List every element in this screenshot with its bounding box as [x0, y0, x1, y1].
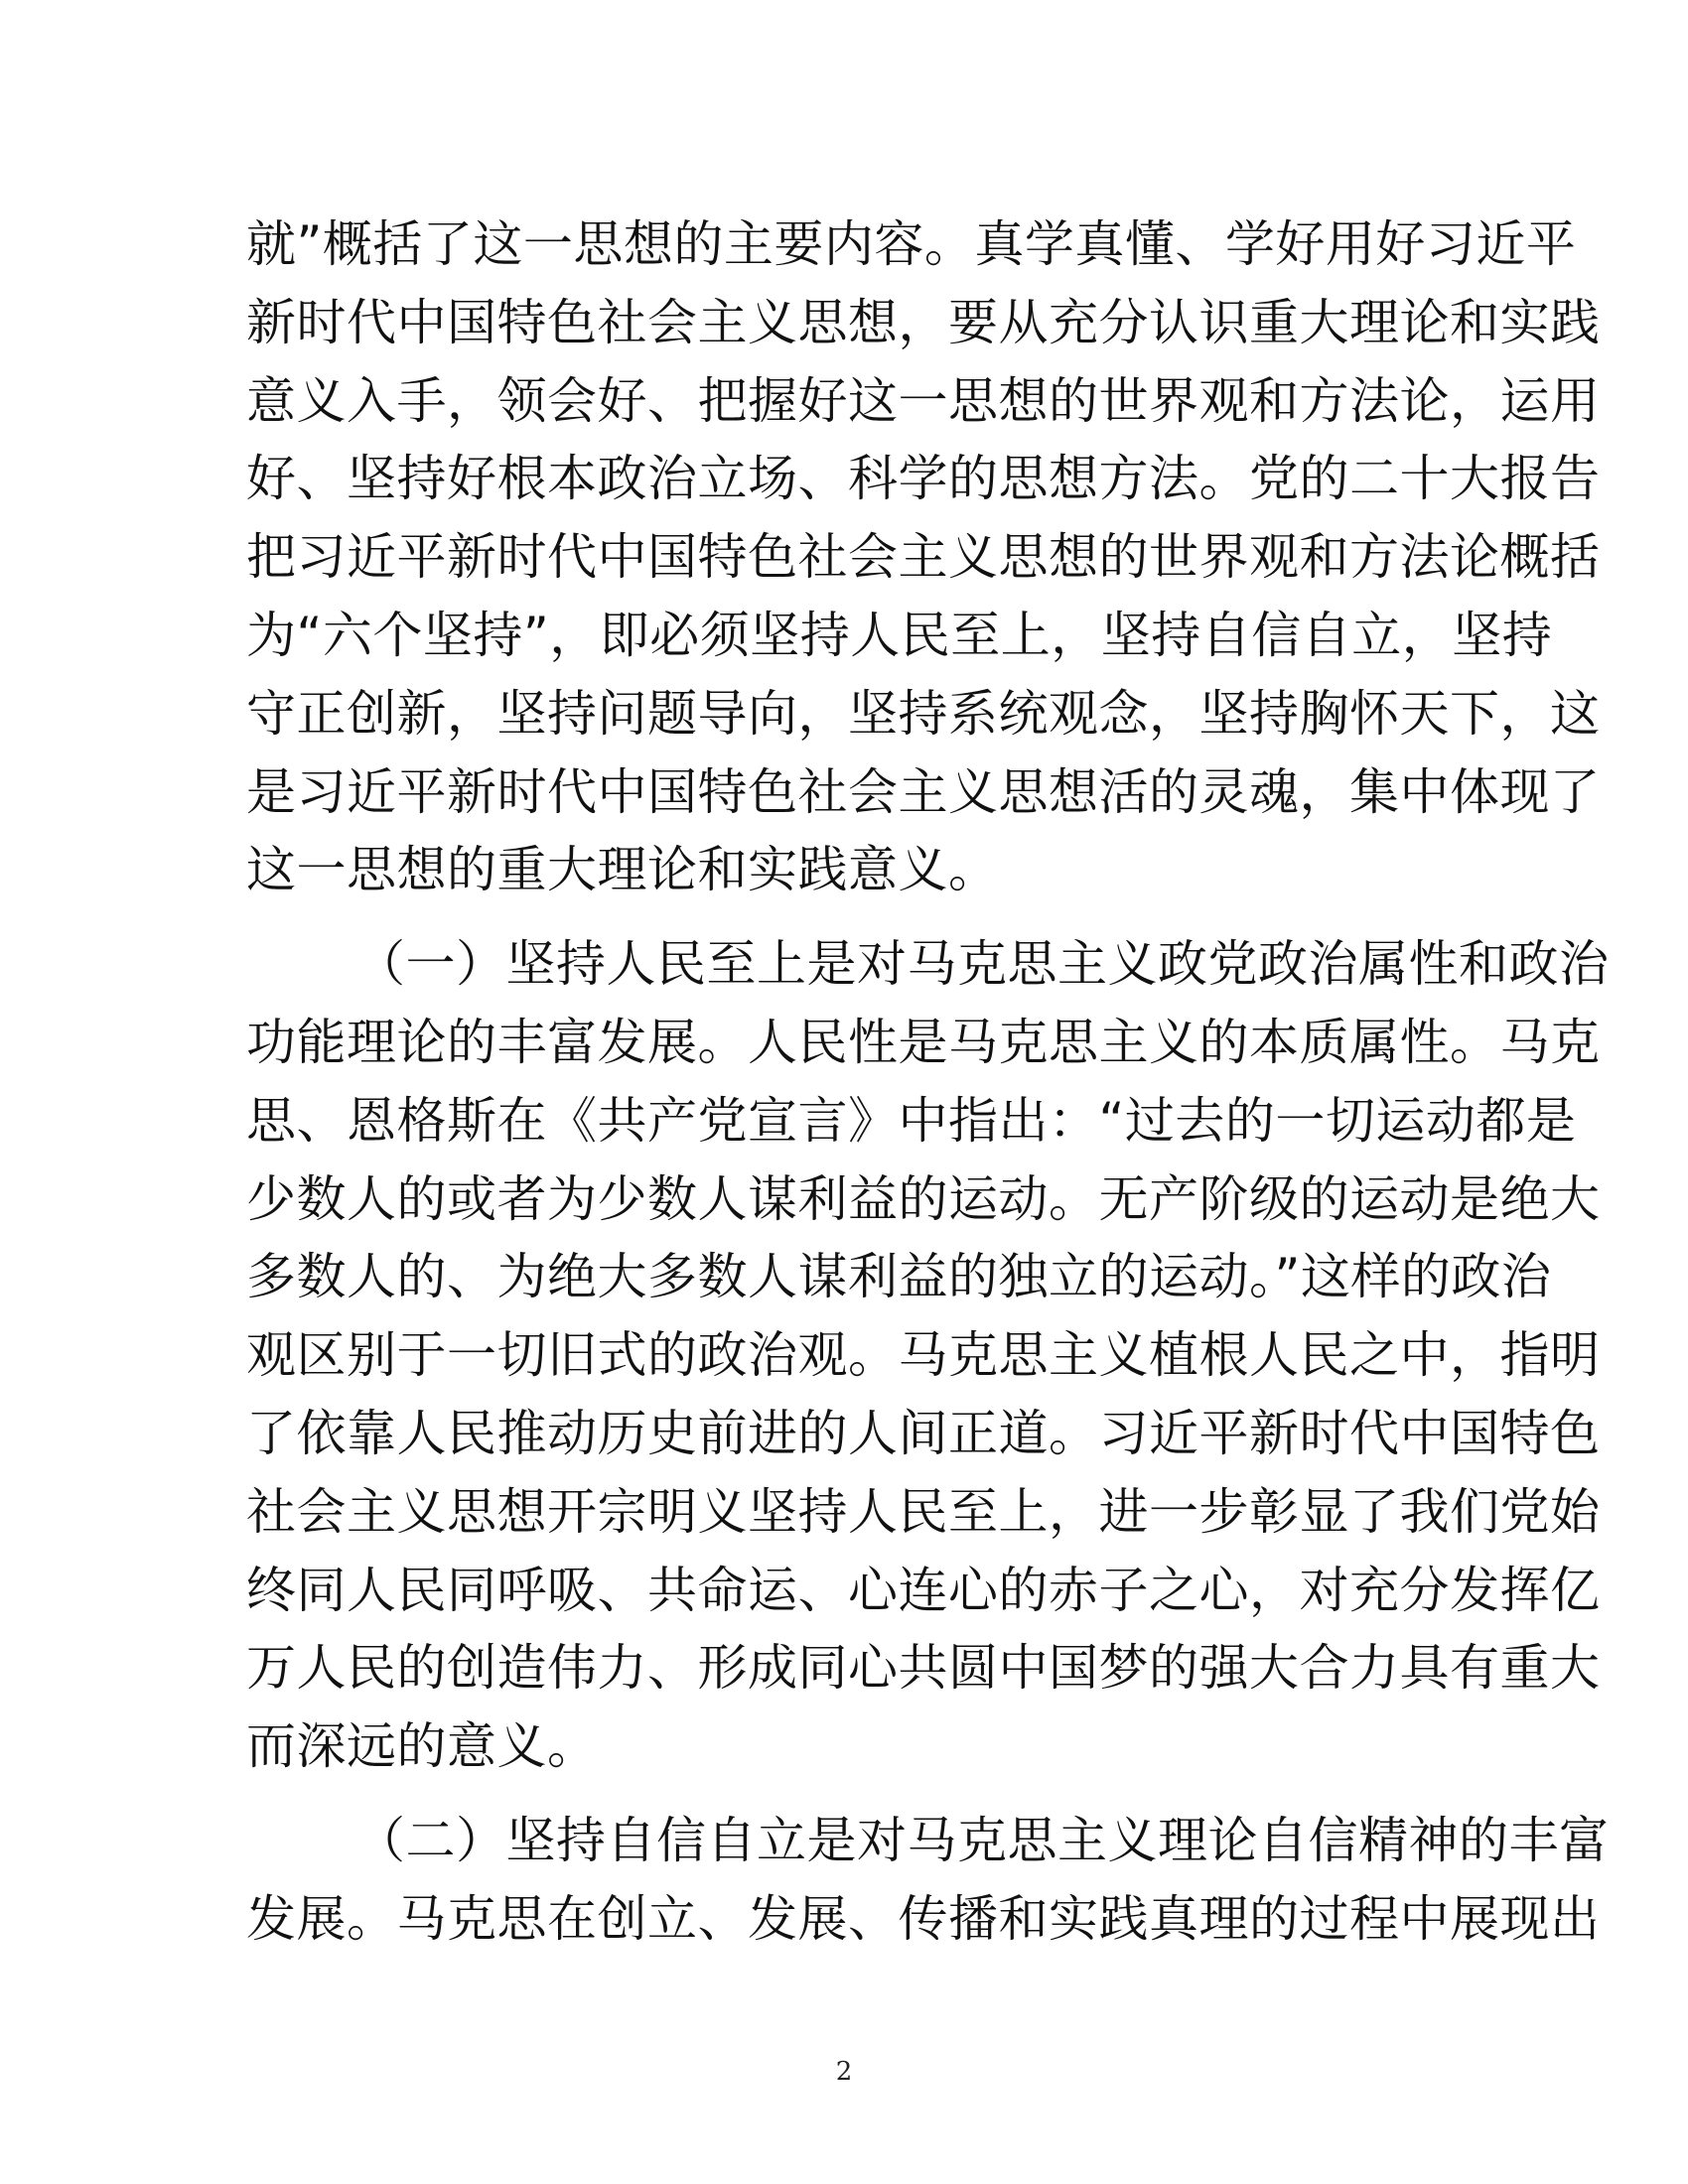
body-text [246, 205, 1610, 1959]
text-line: 这一思想的重大理论和实践意义。 [246, 841, 999, 899]
text-line: 新时代中国特色社会主义思想，要从充分认识重大理论和实践 [246, 293, 1601, 351]
paragraph [246, 1802, 1610, 1959]
text-line: 多数人的、为绝大多数人谋利益的独立的运动。”这样的政治 [246, 1248, 1552, 1306]
text-line: 万人民的创造伟力、形成同心共圆中国梦的强大合力具有重大 [246, 1639, 1601, 1698]
paragraph-spacer [246, 1786, 1438, 1802]
text-line: 是习近平新时代中国特色社会主义思想活的灵魂，集中体现了 [246, 762, 1601, 821]
paragraph [246, 205, 1601, 909]
text-line: 为“六个坚持”，即必须坚持人民至上，坚持自信自立，坚持 [246, 606, 1553, 664]
text-line: 守正创新，坚持问题导向，坚持系统观念，坚持胸怀天下，这 [246, 684, 1601, 743]
text-line: 好、坚持好根本政治立场、科学的思想方法。党的二十大报告 [246, 450, 1601, 508]
text-line: 功能理论的丰富发展。人民性是马克思主义的本质属性。马克 [246, 1013, 1601, 1071]
text-line: （一）坚持人民至上是对马克思主义政党政治属性和政治 [355, 935, 1610, 994]
text-line: 而深远的意义。 [246, 1717, 598, 1776]
paragraph-spacer [246, 909, 1438, 925]
text-line: 观区别于一切旧式的政治观。马克思主义植根人民之中，指明 [246, 1326, 1601, 1385]
text-line: 就”概括了这一思想的主要内容。真学真懂、学好用好习近平 [246, 215, 1577, 273]
paragraph [246, 925, 1610, 1786]
text-line: 社会主义思想开宗明义坚持人民至上，进一步彰显了我们党始 [246, 1482, 1601, 1541]
text-line: （二）坚持自信自立是对马克思主义理论自信精神的丰富 [355, 1811, 1610, 1869]
page-number: 2 [835, 2057, 853, 2087]
text-line: 少数人的或者为少数人谋利益的运动。无产阶级的运动是绝大 [246, 1169, 1601, 1228]
text-line: 思、恩格斯在《共产党宣言》中指出：“过去的一切运动都是 [246, 1091, 1577, 1150]
text-line: 意义入手，领会好、把握好这一思想的世界观和方法论，运用 [246, 371, 1601, 430]
text-line: 发展。马克思在创立、发展、传播和实践真理的过程中展现出 [246, 1889, 1601, 1948]
text-line: 终同人民同呼吸、共命运、心连心的赤子之心，对充分发挥亿 [246, 1561, 1601, 1619]
text-line: 了依靠人民推动历史前进的人间正道。习近平新时代中国特色 [246, 1404, 1601, 1462]
text-line: 把习近平新时代中国特色社会主义思想的世界观和方法论概括 [246, 528, 1601, 587]
